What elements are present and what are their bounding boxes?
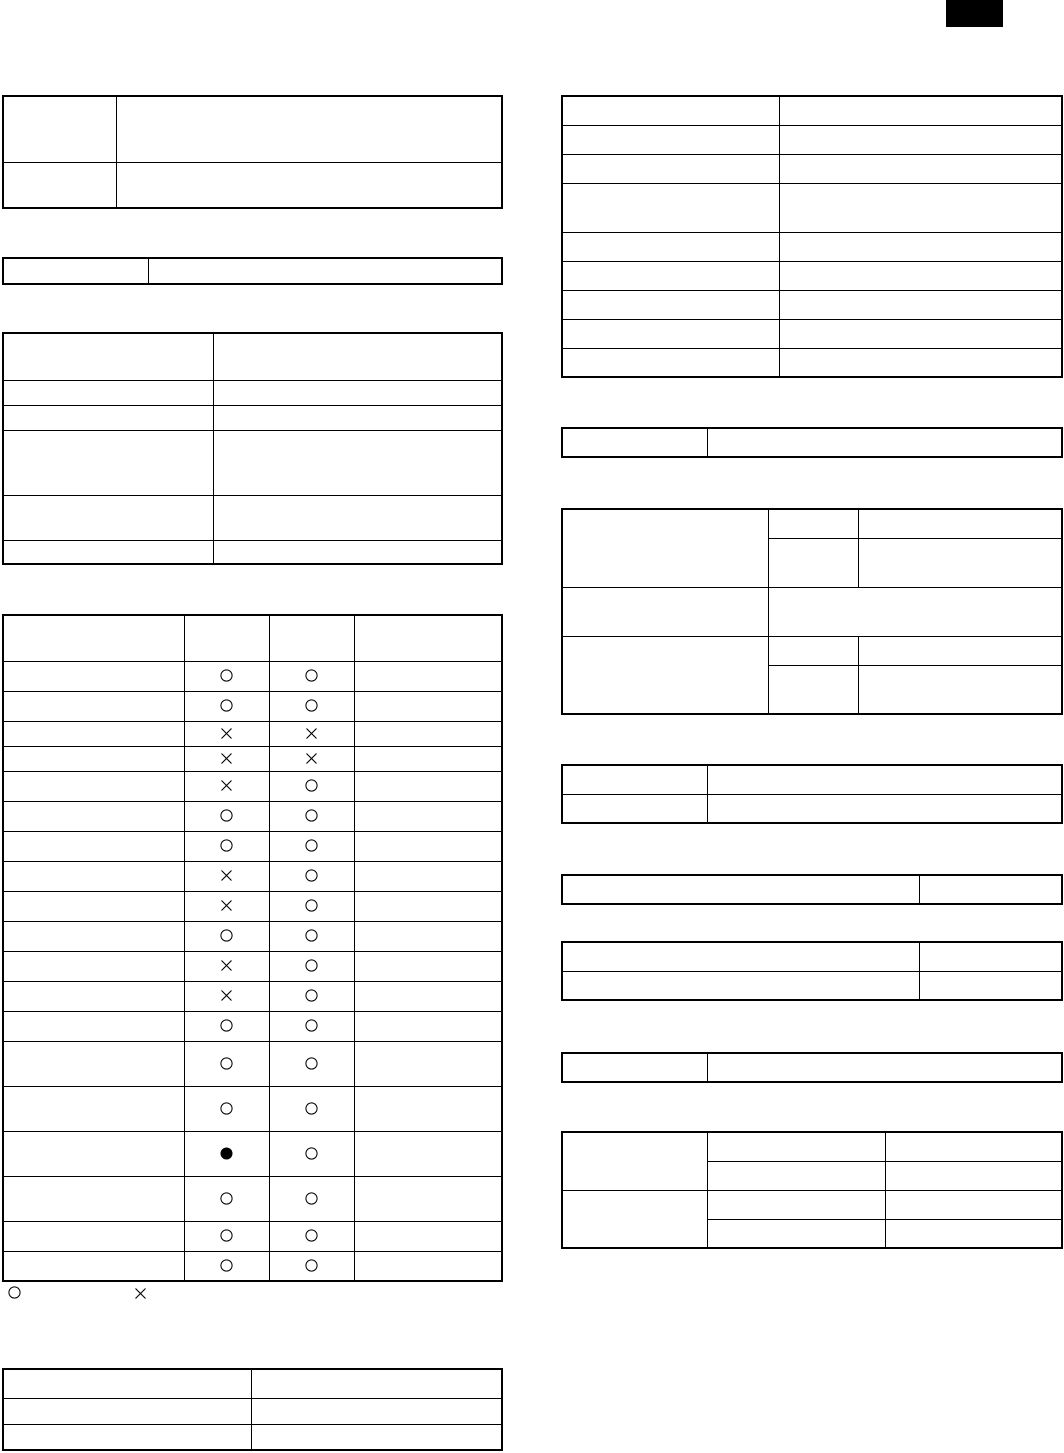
open-circle-icon [305, 809, 318, 822]
filled-circle-icon [220, 1147, 233, 1160]
table-cell [3, 405, 213, 430]
table-cell [562, 1053, 707, 1082]
mark-cell [269, 1131, 354, 1176]
table-cell [3, 771, 184, 801]
table-cell [779, 261, 1062, 290]
table-cell [779, 348, 1062, 377]
open-circle-icon [220, 1229, 233, 1242]
table-cell [3, 540, 213, 564]
table-cell [354, 1086, 502, 1131]
mark-cell [269, 1221, 354, 1251]
table-cell [562, 96, 779, 125]
table-cell [3, 380, 213, 405]
cross-mark-icon [305, 727, 318, 740]
table-cell [562, 428, 707, 457]
table-cell [213, 430, 502, 495]
table-cell [707, 1219, 885, 1248]
table-cell [562, 348, 779, 377]
mark-cell [269, 746, 354, 771]
table-cell [858, 538, 1062, 587]
table-row [3, 1131, 502, 1176]
open-circle-icon [305, 1057, 318, 1070]
table-cell [779, 319, 1062, 348]
table-cell [768, 636, 858, 665]
table-cell [3, 1176, 184, 1221]
table-5 [2, 1368, 503, 1451]
table-cell [3, 721, 184, 746]
table-r8 [561, 1131, 1063, 1249]
table-cell [858, 636, 1062, 665]
table-row [3, 1176, 502, 1221]
mark-cell [184, 981, 269, 1011]
table-cell [116, 162, 502, 208]
mark-cell [184, 951, 269, 981]
mark-cell [184, 1131, 269, 1176]
table-cell [251, 1369, 502, 1398]
table-cell [213, 540, 502, 564]
table-cell [707, 1190, 885, 1219]
table-cell [148, 258, 502, 284]
table-cell [919, 875, 1062, 904]
open-circle-icon [305, 1192, 318, 1205]
table-cell [779, 232, 1062, 261]
table-cell [3, 861, 184, 891]
open-circle-icon [305, 959, 318, 972]
table-cell [562, 1132, 707, 1190]
table-cell [562, 1190, 707, 1248]
table-r7 [561, 1052, 1063, 1083]
table-r2 [561, 427, 1063, 458]
table-cell [779, 125, 1062, 154]
table-cell [213, 333, 502, 380]
table-cell [3, 1369, 251, 1398]
cross-mark-icon [134, 1287, 147, 1300]
mark-cell [184, 691, 269, 721]
table-header-cell [184, 615, 269, 661]
table-cell [562, 232, 779, 261]
mark-cell [184, 1176, 269, 1221]
table-cell [3, 333, 213, 380]
table-cell [3, 1086, 184, 1131]
table-cell [354, 721, 502, 746]
table-cell [251, 1398, 502, 1424]
table-cell [707, 794, 1062, 823]
table-2 [2, 257, 503, 285]
table-cell [768, 538, 858, 587]
table-cell [354, 861, 502, 891]
table-cell [858, 509, 1062, 538]
mark-cell [184, 921, 269, 951]
mark-cell [269, 1176, 354, 1221]
mark-cell [184, 861, 269, 891]
table-cell [3, 1221, 184, 1251]
table-cell [251, 1424, 502, 1450]
table-cell [562, 765, 707, 794]
open-circle-icon [305, 779, 318, 792]
open-circle-icon [8, 1286, 21, 1299]
table-cell [768, 509, 858, 538]
table-row [3, 831, 502, 861]
table-row [3, 861, 502, 891]
table-r1 [561, 95, 1063, 378]
open-circle-icon [220, 1259, 233, 1272]
table-cell [707, 1053, 1062, 1082]
mark-cell [184, 891, 269, 921]
open-circle-icon [220, 839, 233, 852]
mark-cell [269, 771, 354, 801]
table-cell [562, 794, 707, 823]
table-cell [919, 942, 1062, 971]
table-cell [3, 661, 184, 691]
table-cell [354, 921, 502, 951]
mark-cell [184, 721, 269, 746]
table-row [3, 746, 502, 771]
table-cell [354, 1131, 502, 1176]
mark-cell [184, 1011, 269, 1041]
table-row [3, 1251, 502, 1281]
table-cell [354, 801, 502, 831]
mark-cell [184, 1251, 269, 1281]
table-cell [885, 1161, 1062, 1190]
cross-mark-icon [220, 752, 233, 765]
open-circle-icon [220, 1057, 233, 1070]
table-cell [562, 183, 779, 232]
open-circle-icon [305, 989, 318, 1002]
open-circle-icon [305, 839, 318, 852]
table-cell [354, 1011, 502, 1041]
table-cell [3, 1398, 251, 1424]
open-circle-icon [220, 699, 233, 712]
table-cell [707, 1161, 885, 1190]
table-cell [707, 428, 1062, 457]
table-cell [3, 258, 148, 284]
mark-cell [269, 801, 354, 831]
mark-cell [269, 661, 354, 691]
open-circle-icon [305, 699, 318, 712]
mark-cell [184, 801, 269, 831]
table-cell [3, 96, 116, 162]
table-cell [3, 831, 184, 861]
cross-mark-icon [220, 869, 233, 882]
table-row [3, 771, 502, 801]
compatibility-table [2, 614, 503, 1282]
table-cell [562, 261, 779, 290]
mark-cell [269, 981, 354, 1011]
mark-cell [269, 861, 354, 891]
open-circle-icon [305, 1019, 318, 1032]
cross-mark-icon [220, 899, 233, 912]
table-cell [885, 1190, 1062, 1219]
table-header-cell [3, 615, 184, 661]
table-cell [562, 290, 779, 319]
table-1 [2, 95, 503, 209]
table-cell [3, 921, 184, 951]
table-cell [768, 587, 1062, 636]
mark-cell [269, 891, 354, 921]
table-cell [3, 1041, 184, 1086]
mark-cell [184, 1041, 269, 1086]
mark-cell [269, 831, 354, 861]
table-cell [562, 587, 768, 636]
mark-cell [269, 921, 354, 951]
table-cell [354, 1251, 502, 1281]
table-cell [562, 971, 919, 1000]
open-circle-icon [305, 669, 318, 682]
cross-mark-icon [305, 752, 318, 765]
table-cell [3, 1131, 184, 1176]
open-circle-icon [305, 899, 318, 912]
table-cell [3, 691, 184, 721]
open-circle-icon [220, 1019, 233, 1032]
table-cell [3, 162, 116, 208]
table-cell [354, 691, 502, 721]
open-circle-icon [305, 1229, 318, 1242]
table-cell [779, 183, 1062, 232]
mark-cell [184, 746, 269, 771]
table-cell [562, 875, 919, 904]
table-row [3, 891, 502, 921]
table-row [3, 721, 502, 746]
mark-cell [269, 1086, 354, 1131]
open-circle-icon [305, 1259, 318, 1272]
table-header-cell [354, 615, 502, 661]
table-cell [779, 290, 1062, 319]
table-cell [354, 831, 502, 861]
open-circle-icon [305, 869, 318, 882]
table-cell [562, 154, 779, 183]
cross-mark-icon [220, 779, 233, 792]
table-cell [354, 1041, 502, 1086]
table-cell [919, 971, 1062, 1000]
mark-cell [269, 1041, 354, 1086]
table-cell [562, 942, 919, 971]
table-r4 [561, 764, 1063, 824]
mark-cell [184, 831, 269, 861]
cross-mark-icon [220, 989, 233, 1002]
mark-cell [184, 1086, 269, 1131]
table-cell [3, 430, 213, 495]
table-cell [707, 1132, 885, 1161]
table-row [3, 801, 502, 831]
table-cell [562, 125, 779, 154]
table-row [3, 951, 502, 981]
table-cell [116, 96, 502, 162]
table-cell [768, 665, 858, 714]
table-r3 [561, 508, 1063, 715]
table-row [3, 921, 502, 951]
table-r6 [561, 941, 1063, 1001]
compatibility-table-body [3, 661, 502, 1281]
mark-cell [269, 691, 354, 721]
table-cell [354, 771, 502, 801]
table-cell [885, 1132, 1062, 1161]
table-cell [779, 154, 1062, 183]
open-circle-icon [305, 1147, 318, 1160]
table-cell [562, 319, 779, 348]
table-row [3, 1011, 502, 1041]
open-circle-icon [220, 809, 233, 822]
mark-cell [184, 771, 269, 801]
mark-cell [269, 1011, 354, 1041]
cross-mark-icon [220, 727, 233, 740]
table-cell [3, 1011, 184, 1041]
table-cell [707, 765, 1062, 794]
table-header-cell [269, 615, 354, 661]
table-cell [3, 981, 184, 1011]
table-cell [885, 1219, 1062, 1248]
table-cell [3, 951, 184, 981]
open-circle-icon [220, 669, 233, 682]
table-row [3, 1086, 502, 1131]
table-cell [3, 746, 184, 771]
table-row [3, 691, 502, 721]
table-cell [3, 1251, 184, 1281]
table-cell [562, 509, 768, 587]
table-cell [354, 951, 502, 981]
open-circle-icon [220, 929, 233, 942]
cross-mark-icon [220, 959, 233, 972]
table-cell [562, 636, 768, 714]
table-cell [354, 1176, 502, 1221]
table-cell [779, 96, 1062, 125]
open-circle-icon [220, 1102, 233, 1115]
table-cell [213, 380, 502, 405]
table-cell [213, 405, 502, 430]
table-3 [2, 332, 503, 565]
mark-cell [184, 1221, 269, 1251]
table-row [3, 981, 502, 1011]
table-cell [354, 746, 502, 771]
table-cell [3, 801, 184, 831]
open-circle-icon [305, 929, 318, 942]
table-row [3, 1041, 502, 1086]
table-cell [213, 495, 502, 540]
open-circle-icon [220, 1192, 233, 1205]
table-row [3, 661, 502, 691]
mark-cell [184, 661, 269, 691]
table-cell [858, 665, 1062, 714]
mark-cell [269, 721, 354, 746]
table-cell [354, 661, 502, 691]
table-cell [354, 891, 502, 921]
open-circle-icon [305, 1102, 318, 1115]
table-cell [354, 981, 502, 1011]
table-cell [354, 1221, 502, 1251]
header-badge [946, 0, 1003, 27]
table-r5 [561, 874, 1063, 905]
table-cell [3, 495, 213, 540]
mark-cell [269, 1251, 354, 1281]
table-cell [3, 891, 184, 921]
table-row [3, 1221, 502, 1251]
table-cell [3, 1424, 251, 1450]
mark-cell [269, 951, 354, 981]
